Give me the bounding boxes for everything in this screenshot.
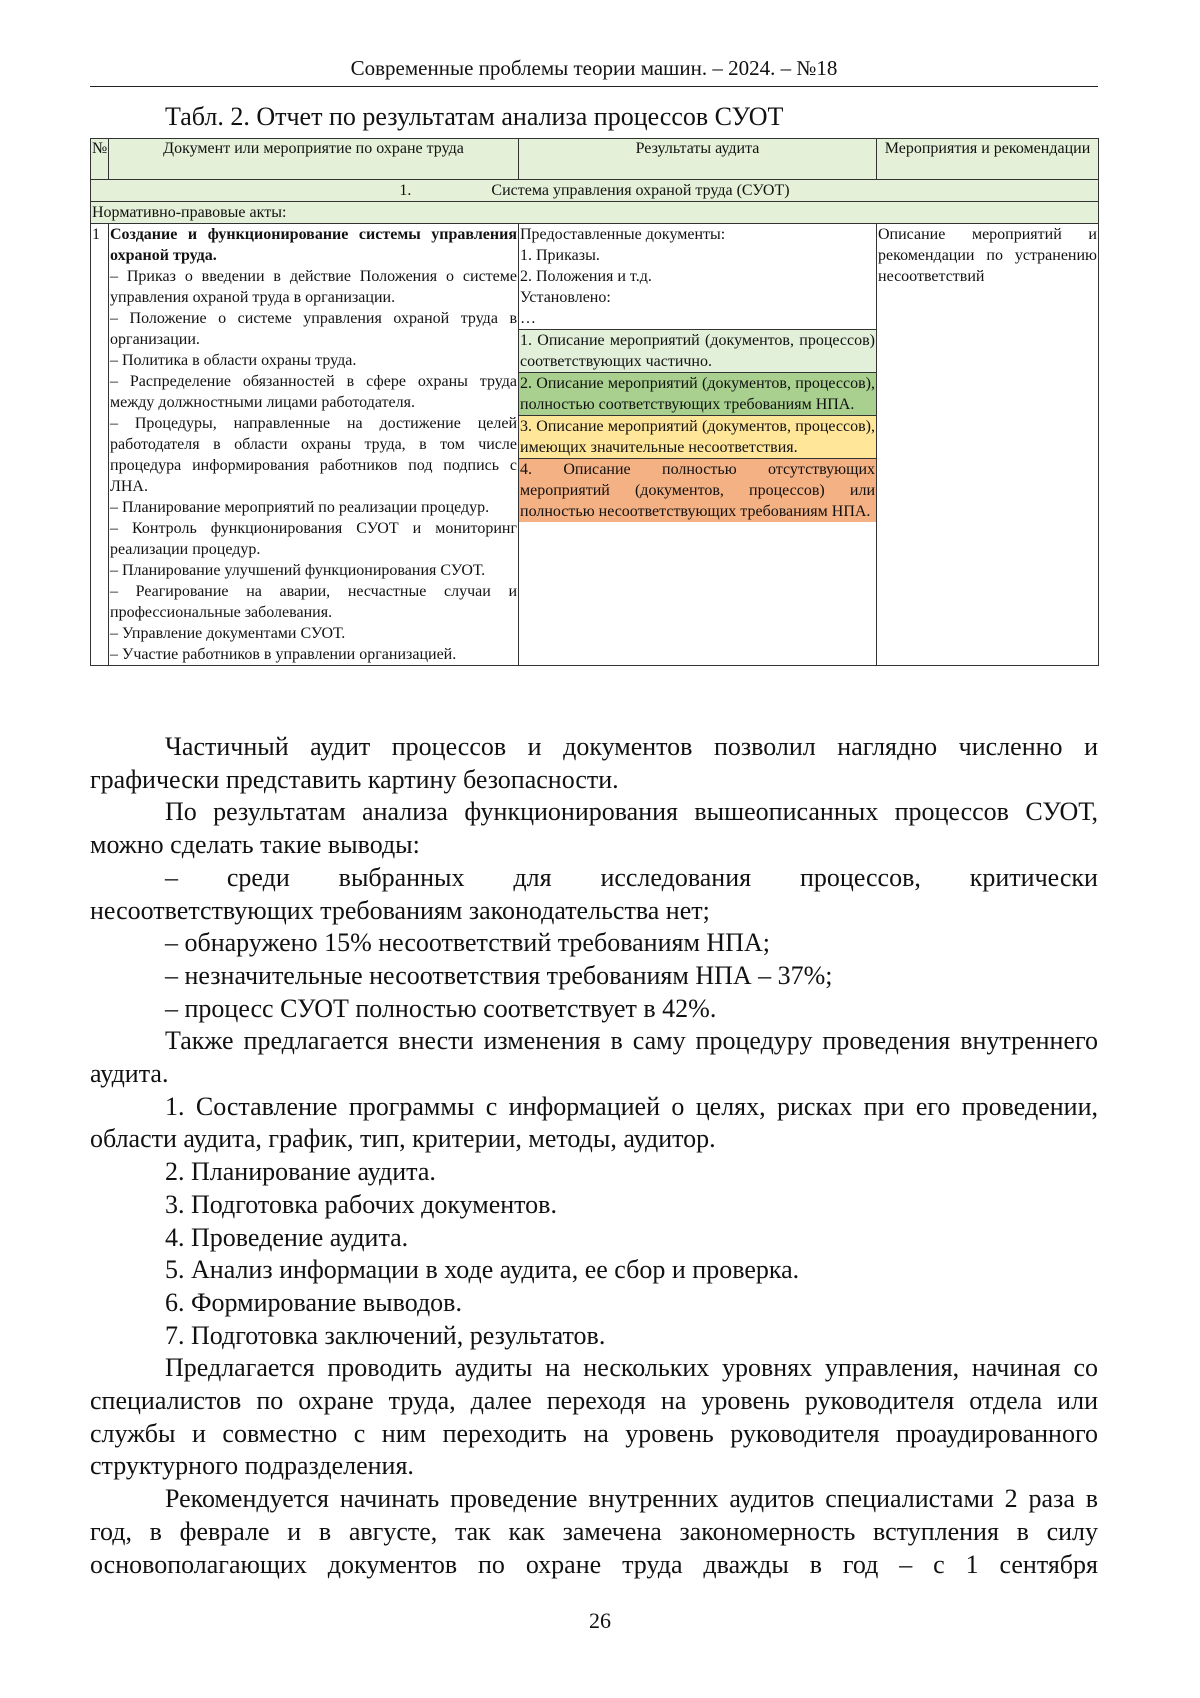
table-caption: Табл. 2. Отчет по результатам анализа процессов СУОТ xyxy=(165,102,783,132)
results-intro-line: 2. Положения и т.д. xyxy=(520,266,875,287)
results-intro-line: … xyxy=(520,308,875,329)
document-item: – Политика в области охраны труда. xyxy=(110,350,517,371)
results-intro-line: Предоставленные документы: xyxy=(520,224,875,245)
document-item: – Управление документами СУОТ. xyxy=(110,623,517,644)
section-heading xyxy=(91,180,1099,202)
paragraph: По результатам анализа функционирования вышеописанных процессов СУОТ, можно сделать такие выводы: xyxy=(90,796,1098,861)
section-number: 1. xyxy=(399,180,411,201)
bullet-word: критически xyxy=(970,862,1098,895)
paragraph: Предлагается проводить аудиты на нескольких уровнях управления, начиная со специалистов по охране труда, далее переходя на уровень руководителя отдела или службы и совместно с ним переходить на уровень руководителя проаудированного структурного подразделения. xyxy=(90,1352,1098,1483)
result-level-significant: 3. Описание мероприятий (документов, процессов), имеющих значительные несоответствия. xyxy=(519,416,876,459)
row-number: 1 xyxy=(91,224,109,666)
document-item: – Приказ о введении в действие Положения о системе управления охраной труда в организации. xyxy=(110,266,517,308)
section-title: Система управления охраной труда (СУОТ) xyxy=(491,182,789,199)
body-text xyxy=(90,731,1098,1581)
bullet-word: выбранных xyxy=(339,862,465,895)
running-header: Современные проблемы теории машин. – 2024. – №18 xyxy=(90,56,1098,81)
document-title: Создание и функционирование системы управления охраной труда. xyxy=(110,224,517,266)
document-item: – Процедуры, направленные на достижение целей работодателя в области охраны труда, в том числе процедура информирования работников под подпись с ЛНА. xyxy=(110,413,517,497)
table-header-row xyxy=(91,139,1099,180)
bullet-word: среди xyxy=(227,862,290,895)
col-header-results: Результаты аудита xyxy=(519,139,877,180)
document-item: – Планирование мероприятий по реализации процедур. xyxy=(110,497,517,518)
bullet-word: – xyxy=(165,862,178,895)
col-header-recommendations: Мероприятия и рекомендации xyxy=(877,139,1099,180)
bullet-first-line xyxy=(90,862,1098,895)
results-cell xyxy=(519,224,877,666)
document-item: – Контроль функционирования СУОТ и мониторинг реализации процедур. xyxy=(110,518,517,560)
audit-results-table xyxy=(90,138,1099,666)
document-item: – Участие работников в управлении организацией. xyxy=(110,644,517,665)
document-item: – Планирование улучшений функционирования СУОТ. xyxy=(110,560,517,581)
recommendations-cell: Описание мероприятий и рекомендации по устранению несоответствий xyxy=(877,224,1099,666)
section-row xyxy=(91,180,1099,202)
bullet-word: процессов, xyxy=(800,862,921,895)
result-level-missing: 4. Описание полностью отсутствующих мероприятий (документов, процессов) или полностью несоответствующих требованиям НПА. xyxy=(519,459,876,522)
document-item: – Распределение обязанностей в сфере охраны труда между должностными лицами работодателя. xyxy=(110,371,517,413)
results-intro-line: 1. Приказы. xyxy=(520,245,875,266)
subsection-heading: Нормативно-правовые акты: xyxy=(91,202,1099,224)
bullet-item: – незначительные несоответствия требованиям НПА – 37%; xyxy=(90,960,1098,993)
audit-step: 7. Подготовка заключений, результатов. xyxy=(90,1320,1098,1353)
bullet-item: – процесс СУОТ полностью соответствует в 42%. xyxy=(90,993,1098,1026)
paragraph: Рекомендуется начинать проведение внутренних аудитов специалистами 2 раза в год, в феврале и в августе, так как замечена закономерность вступления в силу основополагающих документов по охране труда дважды в год – с 1 сентября xyxy=(90,1483,1098,1581)
results-intro xyxy=(519,224,876,330)
col-header-number: № xyxy=(91,139,109,180)
bullet-continuation: несоответствующих требованиям законодательства нет; xyxy=(90,895,1098,928)
paragraph: Также предлагается внести изменения в саму процедуру проведения внутреннего аудита. xyxy=(90,1025,1098,1090)
bullet-word: для xyxy=(513,862,551,895)
results-stack xyxy=(519,224,876,522)
audit-step: 6. Формирование выводов. xyxy=(90,1287,1098,1320)
document-cell xyxy=(109,224,519,666)
audit-step: 4. Проведение аудита. xyxy=(90,1222,1098,1255)
page-number: 26 xyxy=(0,1608,1200,1634)
header-rule xyxy=(90,86,1098,87)
audit-step: 5. Анализ информации в ходе аудита, ее сбор и проверка. xyxy=(90,1254,1098,1287)
bullet-item: – обнаружено 15% несоответствий требованиям НПА; xyxy=(90,927,1098,960)
audit-step: 3. Подготовка рабочих документов. xyxy=(90,1189,1098,1222)
col-header-document: Документ или мероприятие по охране труда xyxy=(109,139,519,180)
table-row xyxy=(91,224,1099,666)
audit-step: 1. Составление программы с информацией о целях, рисках при его проведении, области аудита, график, тип, критерии, методы, аудитор. xyxy=(90,1091,1098,1156)
result-level-full: 2. Описание мероприятий (документов, процессов), полностью соответствующих требованиям НПА. xyxy=(519,373,876,416)
audit-step: 2. Планирование аудита. xyxy=(90,1156,1098,1189)
result-level-partial: 1. Описание мероприятий (документов, процессов) соответствующих частично. xyxy=(519,330,876,373)
document-item: – Реагирование на аварии, несчастные случаи и профессиональные заболевания. xyxy=(110,581,517,623)
results-intro-line: Установлено: xyxy=(520,287,875,308)
paragraph: Частичный аудит процессов и документов позволил наглядно численно и графически представить картину безопасности. xyxy=(90,731,1098,796)
bullet-word: исследования xyxy=(600,862,751,895)
document-item: – Положение о системе управления охраной труда в организации. xyxy=(110,308,517,350)
subsection-row xyxy=(91,202,1099,224)
